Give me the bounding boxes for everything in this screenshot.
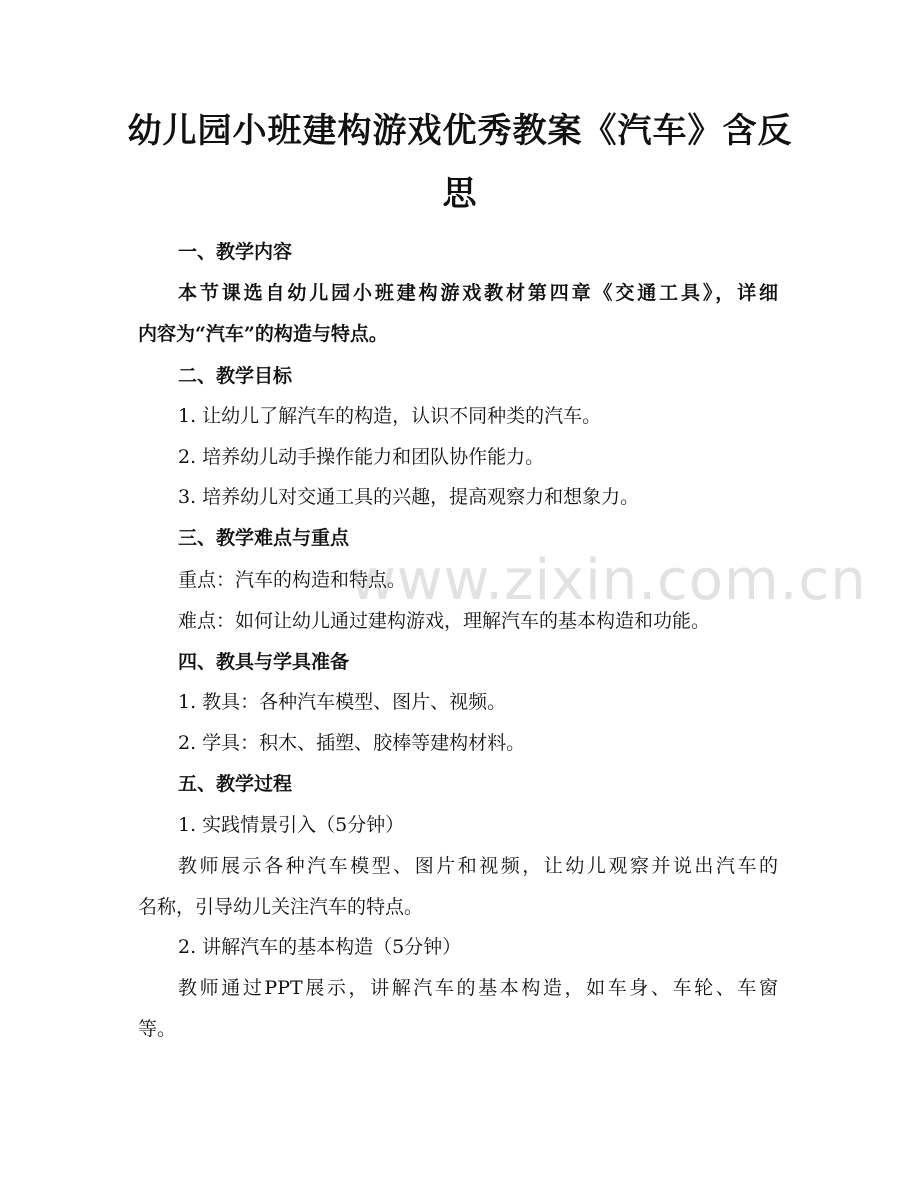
list-item: 1. 教具：各种汽车模型、图片、视频。 <box>178 691 507 713</box>
section-heading-materials: 四、教具与学具准备 <box>178 651 350 673</box>
list-item: 1. 实践情景引入（5分钟） <box>178 814 405 836</box>
paragraph-line: 内容为“汽车”的构造与特点。 <box>138 323 388 345</box>
paragraph-line: 难点：如何让幼儿通过建构游戏，理解汽车的基本构造和功能。 <box>178 610 711 632</box>
section-heading-process: 五、教学过程 <box>178 773 293 795</box>
watermark-text: www.zixin.com.cn <box>350 548 867 613</box>
paragraph-line: 重点：汽车的构造和特点。 <box>178 569 407 591</box>
document-title-line-1: 幼儿园小班建构游戏优秀教案《汽车》含反 <box>127 111 793 151</box>
paragraph-line: 本节课选自幼儿园小班建构游戏教材第四章《交通工具》，详细 <box>178 282 778 304</box>
document-title-line-2: 思 <box>442 174 478 214</box>
paragraph-line: 教师展示各种汽车模型、图片和视频，让幼儿观察并说出汽车的 <box>178 855 778 877</box>
paragraph-line: 等。 <box>138 1018 177 1040</box>
list-item: 3. 培养幼儿对交通工具的兴趣，提高观察力和想象力。 <box>178 486 640 508</box>
section-heading-content: 一、教学内容 <box>178 241 293 263</box>
list-item: 1. 让幼儿了解汽车的构造，认识不同种类的汽车。 <box>178 405 602 427</box>
section-heading-key-points: 三、教学难点与重点 <box>178 527 350 549</box>
list-item: 2. 讲解汽车的基本构造（5分钟） <box>178 936 462 958</box>
list-item: 2. 学具：积木、插塑、胶棒等建构材料。 <box>178 732 526 754</box>
list-item: 2. 培养幼儿动手操作能力和团队协作能力。 <box>178 446 545 468</box>
paragraph-line: 名称，引导幼儿关注汽车的特点。 <box>138 896 424 918</box>
section-heading-goals: 二、教学目标 <box>178 365 293 387</box>
paragraph-line: 教师通过PPT展示，讲解汽车的基本构造，如车身、车轮、车窗 <box>178 977 778 999</box>
